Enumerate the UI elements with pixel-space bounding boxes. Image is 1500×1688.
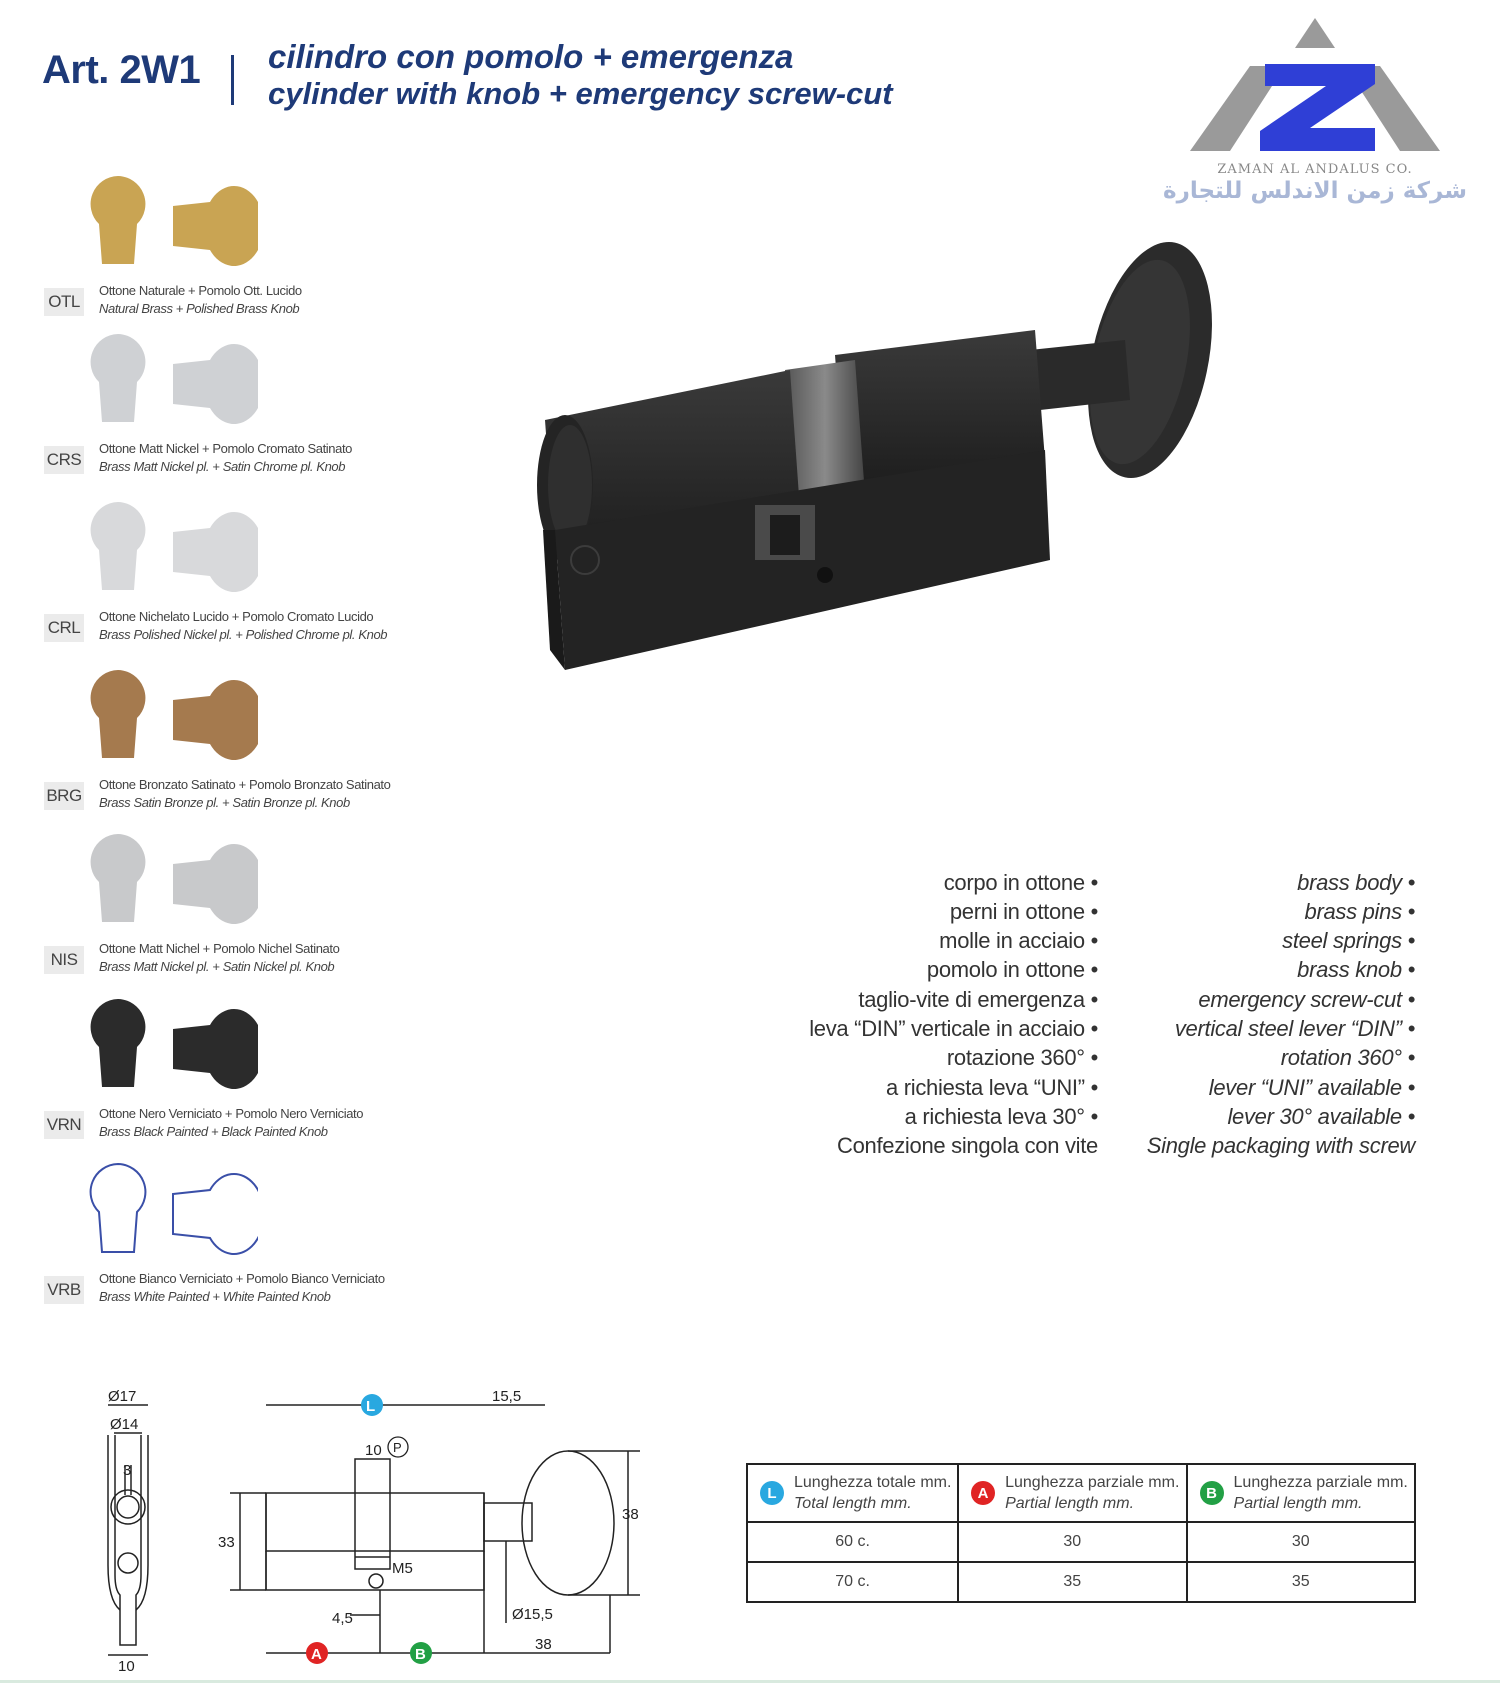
title-italian: cilindro con pomolo + emergenza: [268, 38, 794, 75]
table-cell: 35: [958, 1562, 1186, 1602]
logo-name-arabic: شركة زمن الاندلس للتجارة: [1163, 178, 1467, 204]
finish-description-it: Ottone Bronzato Satinato + Pomolo Bronzato Satinato: [99, 777, 391, 792]
dim-m5: M5: [392, 1560, 413, 1577]
feature-item-en: steel springs •: [1282, 928, 1415, 953]
feature-item-en: brass pins •: [1304, 899, 1415, 924]
finish-description: [99, 608, 387, 644]
table-row: [747, 1522, 1415, 1562]
title-english: cylinder with knob + emergency screw-cut: [268, 76, 893, 111]
finish-swatch-icon: [88, 172, 258, 272]
badge-P: P: [393, 1440, 402, 1455]
header-partial-b-it: Lunghezza parziale mm.: [1233, 1474, 1408, 1491]
finish-description: [99, 940, 339, 976]
finish-code: VRB: [44, 1276, 84, 1304]
dim-w10: 10: [365, 1442, 382, 1459]
dim-d15-5: Ø15,5: [512, 1606, 553, 1623]
dim-w38: 38: [535, 1636, 552, 1653]
table-cell: 30: [958, 1522, 1186, 1562]
feature-item-it: leva “DIN” verticale in acciaio •: [809, 1016, 1098, 1041]
finish-swatch-icon: [88, 498, 258, 598]
dim-w4-5: 4,5: [332, 1610, 353, 1627]
badge-L: L: [366, 1398, 376, 1415]
finish-description-en: Brass Matt Nickel pl. + Satin Chrome pl. Knob: [99, 459, 346, 474]
finish-description: [99, 1270, 385, 1306]
finish-code: BRG: [44, 782, 84, 810]
badge-A: A: [311, 1646, 322, 1663]
table-cell: 60 c.: [747, 1522, 958, 1562]
dim-w3: 3: [123, 1462, 132, 1479]
dim-w10-side: 10: [118, 1658, 135, 1675]
badge-B: B: [415, 1646, 426, 1663]
finish-description-it: Ottone Nero Verniciato + Pomolo Nero Verniciato: [99, 1106, 364, 1121]
finish-code: CRL: [44, 614, 84, 642]
table-row: [747, 1562, 1415, 1602]
feature-item-it: Confezione singola con vite: [837, 1133, 1098, 1158]
feature-item-it: a richiesta leva 30° •: [904, 1104, 1098, 1129]
finish-description-it: Ottone Matt Nichel + Pomolo Nichel Satinato: [99, 941, 340, 956]
title-separator: [231, 55, 234, 105]
finish-swatch-icon: [88, 666, 258, 766]
header-total-it: Lunghezza totale mm.: [794, 1474, 952, 1491]
feature-item-en: lever 30° available •: [1227, 1104, 1415, 1129]
technical-drawing: [80, 1375, 680, 1680]
finish-description-en: Brass Matt Nickel pl. + Satin Nickel pl. Knob: [99, 959, 335, 974]
badge-A-icon: A: [971, 1481, 995, 1505]
finish-description-en: Brass White Painted + White Painted Knob: [99, 1289, 331, 1304]
finish-swatch-icon: [88, 830, 258, 930]
company-logo-icon: [1190, 16, 1440, 161]
finish-swatch-icon: [88, 1160, 258, 1260]
finish-code: NIS: [44, 946, 84, 974]
front-view: [230, 1405, 640, 1653]
table-cell: 70 c.: [747, 1562, 958, 1602]
table-cell: 30: [1187, 1522, 1415, 1562]
table-header-partial-a: [958, 1464, 1186, 1522]
badge-L-icon: L: [760, 1481, 784, 1505]
footer-divider: [0, 1680, 1500, 1683]
header-total-en: Total length mm.: [794, 1495, 912, 1512]
finish-description-en: Natural Brass + Polished Brass Knob: [99, 301, 300, 316]
finish-description-it: Ottone Nichelato Lucido + Pomolo Cromato Lucido: [99, 609, 374, 624]
length-table: [746, 1463, 1416, 1603]
header-partial-a-en: Partial length mm.: [1005, 1495, 1135, 1512]
badge-B-icon: B: [1200, 1481, 1224, 1505]
finish-swatch-icon: [88, 330, 258, 430]
feature-item-en: vertical steel lever “DIN” •: [1174, 1016, 1415, 1041]
finish-description-it: Ottone Bianco Verniciato + Pomolo Bianco Verniciato: [99, 1271, 385, 1286]
article-code: Art. 2W1: [42, 48, 201, 92]
dim-d17: Ø17: [108, 1388, 137, 1405]
dim-d14: Ø14: [110, 1416, 139, 1433]
dim-d15-5-top: 15,5: [492, 1388, 522, 1405]
feature-item-it: taglio-vite di emergenza •: [858, 987, 1098, 1012]
cylinder-product-image: [525, 230, 1245, 740]
finish-description-it: Ottone Naturale + Pomolo Ott. Lucido: [99, 283, 302, 298]
table-header-partial-b: [1187, 1464, 1415, 1522]
feature-item-it: corpo in ottone •: [943, 870, 1098, 895]
finish-description: [99, 776, 390, 812]
logo-name-english: ZAMAN AL ANDALUS CO.: [1217, 162, 1413, 177]
table-cell: 35: [1187, 1562, 1415, 1602]
header-partial-b-en: Partial length mm.: [1233, 1495, 1363, 1512]
feature-item-en: Single packaging with screw: [1146, 1133, 1415, 1158]
finish-description-en: Brass Satin Bronze pl. + Satin Bronze pl. Knob: [99, 795, 350, 810]
finish-code: OTL: [44, 288, 84, 316]
finish-code: VRN: [44, 1111, 84, 1139]
table-header-total: [747, 1464, 958, 1522]
feature-item-it: pomolo in ottone •: [926, 957, 1098, 982]
finish-description: [99, 1105, 363, 1141]
feature-item-en: brass knob •: [1297, 957, 1415, 982]
feature-item-en: brass body •: [1297, 870, 1415, 895]
finish-description-it: Ottone Matt Nickel + Pomolo Cromato Satinato: [99, 441, 352, 456]
feature-item-it: rotazione 360° •: [946, 1045, 1098, 1070]
feature-item-en: emergency screw-cut •: [1198, 987, 1415, 1012]
dim-h33: 33: [218, 1534, 235, 1551]
side-view: [108, 1405, 148, 1655]
finish-swatch-icon: [88, 995, 258, 1095]
finish-description: [99, 282, 302, 318]
finish-code: CRS: [44, 446, 84, 474]
header-partial-a-it: Lunghezza parziale mm.: [1005, 1474, 1180, 1491]
feature-item-en: lever “UNI” available •: [1208, 1075, 1415, 1100]
feature-item-it: perni in ottone •: [949, 899, 1098, 924]
finish-description-en: Brass Black Painted + Black Painted Knob: [99, 1124, 328, 1139]
feature-item-en: rotation 360° •: [1280, 1045, 1415, 1070]
finish-description-en: Brass Polished Nickel pl. + Polished Chrome pl. Knob: [99, 627, 388, 642]
finish-description: [99, 440, 352, 476]
feature-item-it: a richiesta leva “UNI” •: [885, 1075, 1098, 1100]
dim-h38: 38: [622, 1506, 639, 1523]
feature-item-it: molle in acciaio •: [939, 928, 1098, 953]
